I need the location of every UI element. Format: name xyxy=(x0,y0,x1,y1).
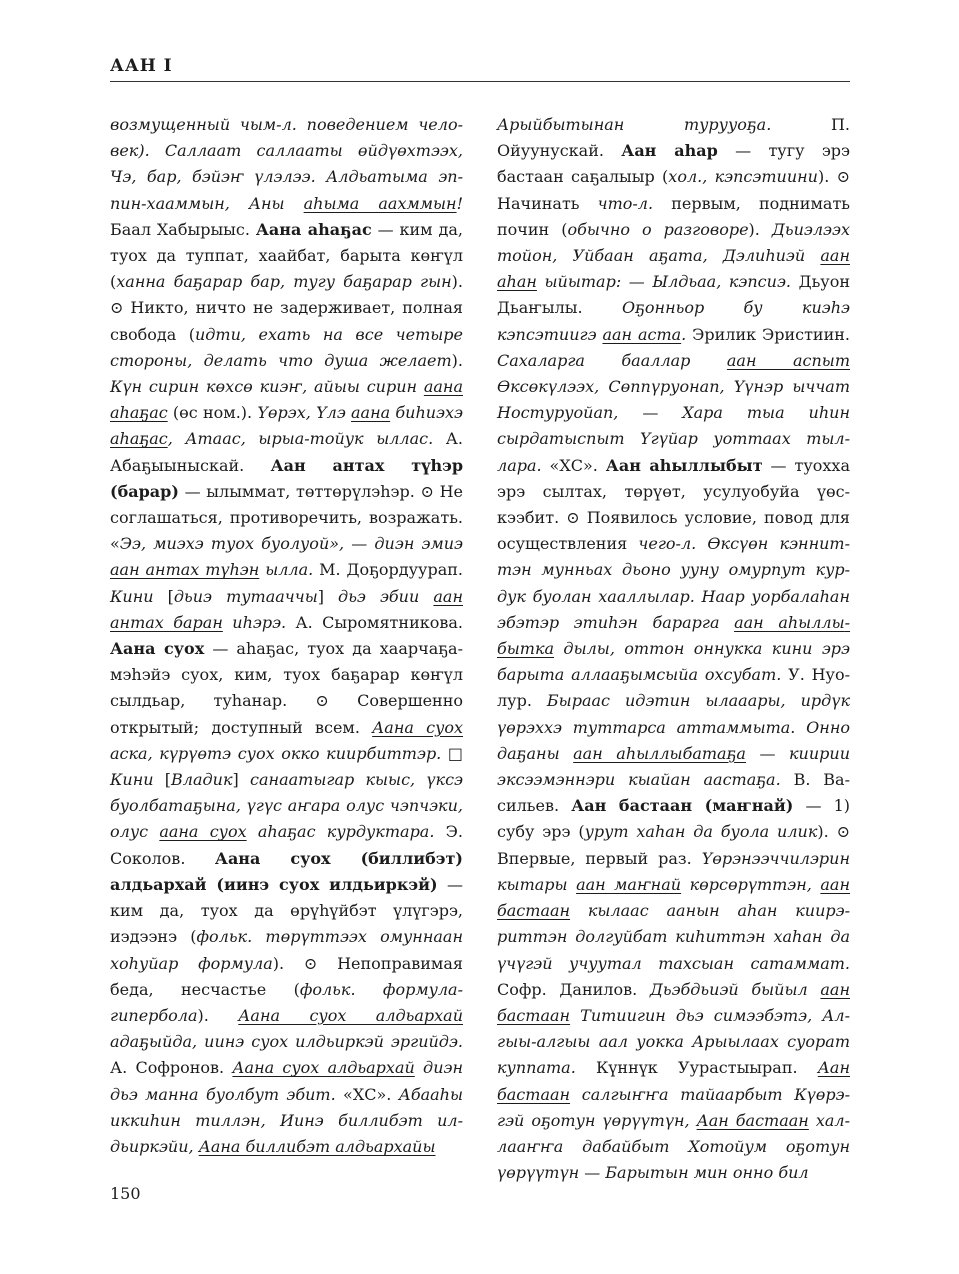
headword: Аана суох xyxy=(110,639,205,659)
example-text: Үөрэх, Үлэ xyxy=(257,403,351,423)
gloss-text: Эрилик Эристиин. xyxy=(692,324,851,344)
example-text: халлааҥҥа дабайбыт Хотойум оҕотун үөрүүтүн — Барытын мин онно бил xyxy=(497,1110,851,1183)
example-text: көрсөрүттэн, xyxy=(681,874,821,894)
gloss-text: — тугу эрэ бастаан саҕалыыр ( xyxy=(497,141,850,187)
example-text: Кини xyxy=(110,586,168,606)
gloss-text: первым, поднимать почин ( xyxy=(497,193,851,239)
example-text: Дьэбдьиэй быйыл xyxy=(649,979,821,999)
example-text: Титиигин дьэ симээбэтэ, Алгыы-алгыы аал уокка Арыылаах суорат куппата. xyxy=(497,1005,850,1078)
left-column-text xyxy=(110,112,463,1160)
example-phrase: аан антах баран xyxy=(110,586,463,632)
example-text: обычно о разговоре xyxy=(567,219,749,239)
gloss-text: — ким да, туох да өрүһүйбэт үлүгэрэ, иэдээнэ ( xyxy=(110,874,463,947)
example-phrase: аһаҕас xyxy=(110,429,168,449)
right-column xyxy=(497,112,850,1186)
example-text: кылаас аанын аһан киирэриттэн долгуйбат киһиттэн хаһан да үчүгэй учуутал тахсыан сатаммат. xyxy=(497,901,850,973)
gloss-text: ] xyxy=(317,586,339,606)
example-text: чего-л. Өксүөн кэнниттэн мунньах дьоно ууну омурпут курдук буолан хааллылар. Наар уорбалаһан эбэтэр этиһэн бараргa xyxy=(497,534,850,632)
gloss-text: [ xyxy=(164,770,172,790)
example-phrase: аан антах түһэн xyxy=(110,560,260,580)
example-phrase: Аана суох xyxy=(372,717,464,737)
gloss-text: ). ⊙ Непоправимая беда, несчастье ( xyxy=(110,953,463,999)
example-text: адаҕыйда, иинэ суох илдьиркэй эргийдэ. xyxy=(110,1032,463,1052)
gloss-text: ). xyxy=(197,1005,239,1025)
example-text: Күн сирин көхсө киэҥ, айыы сирин xyxy=(110,377,424,397)
example-text: дьэ эбии xyxy=(338,586,434,606)
right-column-text xyxy=(497,112,850,1186)
gloss-text: Баал Хабырыыс. xyxy=(110,219,256,239)
gloss-text: Софр. Данилов. xyxy=(497,979,650,999)
gloss-text: Дьуон Дьаҥылы. xyxy=(497,272,850,318)
example-text: , Атаас, ырыа-тойук ыллас. xyxy=(167,429,446,449)
example-text: ылла. xyxy=(259,560,320,580)
example-text: что-л. xyxy=(597,193,654,213)
example-phrase: аан аһыллыбытка xyxy=(497,612,851,659)
example-text: хол., кэпсэтиини xyxy=(668,167,818,187)
left-column xyxy=(110,112,463,1160)
example-phrase: Аан бастаан xyxy=(497,1058,850,1104)
example-text: ! xyxy=(456,193,464,213)
example-text: аска, күрүөтэ суох окко киирбиттэр. xyxy=(110,743,448,763)
example-text: Үөрэнээччилэрин кытары xyxy=(497,848,850,894)
example-text: Арыйбытынан турууоҕа. xyxy=(497,115,831,134)
example-text: возмущенный чым-л. поведением человек). Саллаат саллааты өйдүөхтээх, Чэ, бар, бэйэҥ үлэлээ. Алдьатыма эппин-хааммын, Аны xyxy=(110,115,463,213)
example-phrase: аан бастаан xyxy=(497,874,851,921)
gloss-text: — ылыммат, төттөрүлэһэр. ⊙ Не соглашаться, противоречить, возражать. « xyxy=(110,481,463,554)
example-text: Ээ, миэхэ туох буолуой», — диэн эмиэ xyxy=(119,534,463,554)
gloss-text: [ xyxy=(167,586,174,606)
example-phrase: Аан бастаан xyxy=(696,1110,809,1130)
gloss-text: — аһаҕас, туох да хаарчаҕа-мэһэйэ суох, ким, туох баҕарар көҥүл сылдьар, туһанар. ⊙ Совершенно открытый; доступный всем. xyxy=(110,639,463,737)
example-text: биһиэхэ xyxy=(390,403,463,423)
gloss-text: ). xyxy=(748,219,772,239)
example-phrase: аан аспыт xyxy=(726,350,850,370)
example-phrase: Аана суох алдьархай xyxy=(238,1005,464,1025)
headword: Аана аһаҕас xyxy=(255,219,372,239)
example-text: аһаҕас курдуктара. xyxy=(246,822,446,842)
example-text: Владик xyxy=(171,770,233,790)
example-text: идти, ехать на все четыре стороны, делать что душа желает xyxy=(110,324,463,370)
headword: Аан антах түһэр (барар) xyxy=(110,455,464,501)
example-text: дылы, оттон оннукка кини эрэ барыта аллааҕымсыйа охсубат. xyxy=(497,639,850,685)
gloss-text: В. Васильев. xyxy=(497,770,850,816)
headword: Аан аһар xyxy=(621,141,718,161)
headword: Аан бастаан (маҥнай) xyxy=(571,796,794,816)
gloss-text: А. Сыромятникова. xyxy=(295,612,463,632)
example-phrase: аан аһыллыбатаҕа xyxy=(573,743,746,763)
example-phrase: аан аста xyxy=(602,324,682,344)
gloss-text: □ xyxy=(447,743,463,763)
example-text: санаатыгар кыыс, үксэ буолбатаҕына, үгүс аҥара олус чэпчэки, олус xyxy=(110,770,463,842)
gloss-text: ). xyxy=(451,350,463,370)
headword: Аан аһыллыбыт xyxy=(605,455,763,475)
gloss-text: А. Абаҕыыныскай. xyxy=(110,429,463,475)
gloss-text: — 1) субу эрэ ( xyxy=(497,796,851,842)
example-phrase: аан бастаан xyxy=(497,979,850,1025)
gloss-text: М. Доҕордуурап. xyxy=(319,560,464,580)
example-text: фольк. төрүттээх омуннаан хоһуйар формула xyxy=(110,927,463,973)
gloss-text: «ХС». xyxy=(549,455,606,475)
header-rule xyxy=(110,81,850,82)
gloss-text: — ким да, туох да туппат, хаайбат, барыта көҥүл ( xyxy=(110,219,464,292)
example-text: Сахаларга бааллар xyxy=(497,350,727,370)
gloss-text: У. Нуолур. xyxy=(497,665,851,711)
example-text: салгыҥҥа тайаарбыт Күөрэгэй оҕотун үөрүүтүн, xyxy=(497,1084,850,1130)
example-text: ханна баҕарар бар, тугу баҕарар гын xyxy=(116,272,452,292)
example-text: — киирии эксээмэннэри кыайан аастаҕа. xyxy=(497,743,850,790)
example-phrase: аан аһан xyxy=(497,246,850,292)
example-text: Быраас идэтин ылааары, ирдүк үөрэххэ туттарса аттаммыта. Онно даҕаны xyxy=(497,691,850,763)
gloss-text: ). ⊙ Начинать xyxy=(497,167,851,213)
example-text: Өксөкүлээх, Сөппүруонап, Үүнэр ыччат Ностуруойап, — Хара тыа иһин сырдатыспыт Үгүйар уоттаах тыллара. xyxy=(497,377,850,475)
example-text: иһэрэ. xyxy=(222,612,296,632)
example-text: Оҕонньор бу киэһэ кэпсэтиигэ xyxy=(497,298,850,344)
gloss-text: А. Софронов. xyxy=(110,1058,233,1078)
gloss-text: ] xyxy=(232,770,251,790)
example-text: урут хаһан да буола илик xyxy=(584,822,818,842)
example-text: Кини xyxy=(110,770,165,790)
gloss-text: П. Ойуунускай. xyxy=(497,115,850,161)
page-number: 150 xyxy=(110,1184,141,1203)
example-text: диэн дьэ манна буолбут эбит. xyxy=(110,1058,464,1104)
example-phrase: аана xyxy=(351,403,391,423)
example-text: фольк. формула-гипербола xyxy=(110,979,463,1025)
example-phrase: аһыма аахммын xyxy=(303,193,457,213)
gloss-text: — туохха эрэ сылтах, төрүөт, усулуобуйа үөскээбит. ⊙ Появилось условие, повод для осуществления xyxy=(497,455,850,554)
example-text: ыйытар: — Ылдьаа, кэпсиэ. xyxy=(536,272,799,292)
gloss-text: «ХС». xyxy=(343,1084,399,1104)
headword: Аана суох (биллибэт) алдьархай (иинэ суох илдьиркэй) xyxy=(110,848,463,894)
example-phrase: Аана суох алдьархай xyxy=(232,1058,415,1078)
example-phrase: аан маҥнай xyxy=(576,874,682,894)
example-text: дьиэ тутааччы xyxy=(173,586,318,606)
running-head: ААН I xyxy=(110,56,173,76)
gloss-text: (өс ном.). xyxy=(167,403,258,423)
gloss-text: ). ⊙ Никто, ничто не задерживает, полная свобода ( xyxy=(110,272,463,344)
example-text: Дьиэлээх тойон, Уйбаан аҕата, Дэлиһиэй xyxy=(497,219,850,266)
example-phrase: аана суох xyxy=(159,822,247,842)
gloss-text: ). ⊙ Впервые, первый раз. xyxy=(497,822,850,868)
example-text: . xyxy=(681,324,693,344)
example-phrase: аана аһаҕас xyxy=(110,377,463,423)
gloss-text: Күннүк Уурастыырап. xyxy=(596,1058,818,1078)
example-text: Абааһы иккиһин тиллэн, Иинэ биллибэт илдьиркэйи, xyxy=(110,1084,463,1156)
example-phrase: Аана биллибэт алдьархайы xyxy=(198,1136,436,1156)
gloss-text: Э. Соколов. xyxy=(110,822,463,868)
